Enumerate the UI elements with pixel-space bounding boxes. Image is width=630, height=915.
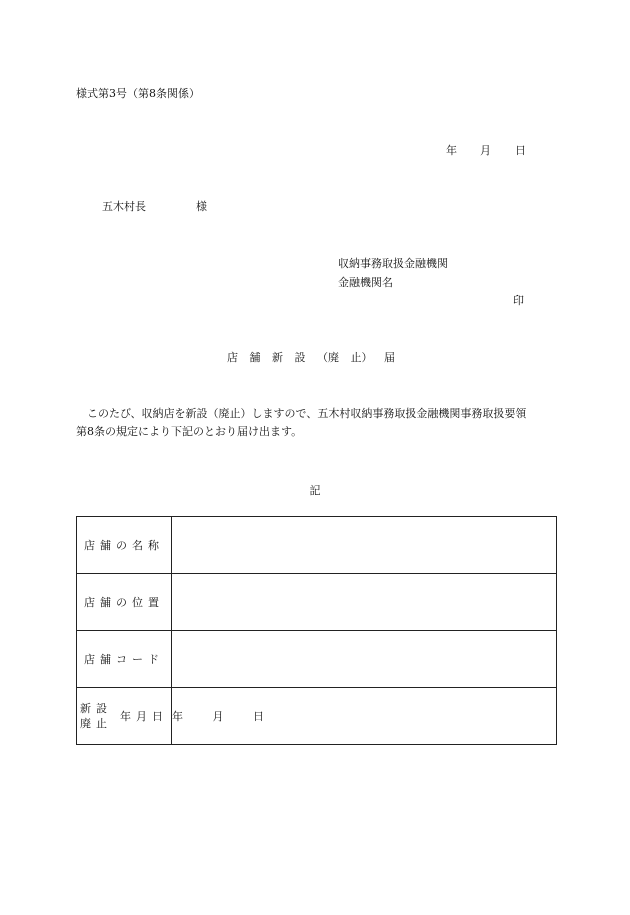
shop-location-label: 店舗の位置 [77, 574, 172, 631]
date-day-label: 日 [515, 144, 526, 157]
title-char: 店 [227, 351, 238, 364]
date-field-day: 日 [253, 710, 264, 723]
label-new: 新設 [80, 702, 112, 715]
table-row [77, 517, 557, 574]
seal-mark: 印 [513, 294, 524, 307]
title-char: 舗 [249, 351, 261, 364]
date-year-label: 年 [446, 144, 457, 157]
date-field-month: 月 [212, 710, 224, 723]
sender-name-label: 金融機関名 [338, 276, 393, 289]
label-abolish: 廃止 [80, 717, 112, 730]
addressee: 五木村長 [102, 200, 146, 213]
date-row-label [77, 688, 172, 745]
body-line-2: 第8条の規定により下記のとおり届け出ます。 [76, 425, 303, 438]
form-number: 様式第3号（第8条関係） [76, 87, 200, 100]
title-char: 設 [294, 351, 306, 364]
table-row [77, 631, 557, 688]
shop-name-label: 店舗の名称 [77, 517, 172, 574]
body-text [76, 405, 556, 441]
title-char: 新 [272, 351, 283, 364]
date-month-label: 月 [480, 144, 491, 157]
table-row [77, 574, 557, 631]
title-char: 止） [350, 351, 373, 364]
shop-code-field[interactable] [172, 631, 557, 688]
sender-title: 収納事務取扱金融機関 [338, 257, 448, 270]
title-char: 届 [384, 351, 395, 364]
honorific: 様 [196, 200, 207, 213]
table-row [77, 688, 557, 745]
body-line-1: このたび、収納店を新設（廃止）しますので、五木村収納事務取扱金融機関事務取扱要領 [76, 407, 527, 420]
date-field-year: 年 [172, 710, 183, 723]
label-ymd: 年月日 [120, 710, 168, 723]
shop-name-field[interactable] [172, 517, 557, 574]
shop-code-label: 店舗コード [77, 631, 172, 688]
date-field[interactable] [172, 688, 557, 745]
details-table [76, 516, 557, 745]
title-char: （廃 [317, 351, 339, 364]
document-title [0, 349, 630, 365]
ki-heading: 記 [309, 484, 321, 497]
shop-location-field[interactable] [172, 574, 557, 631]
